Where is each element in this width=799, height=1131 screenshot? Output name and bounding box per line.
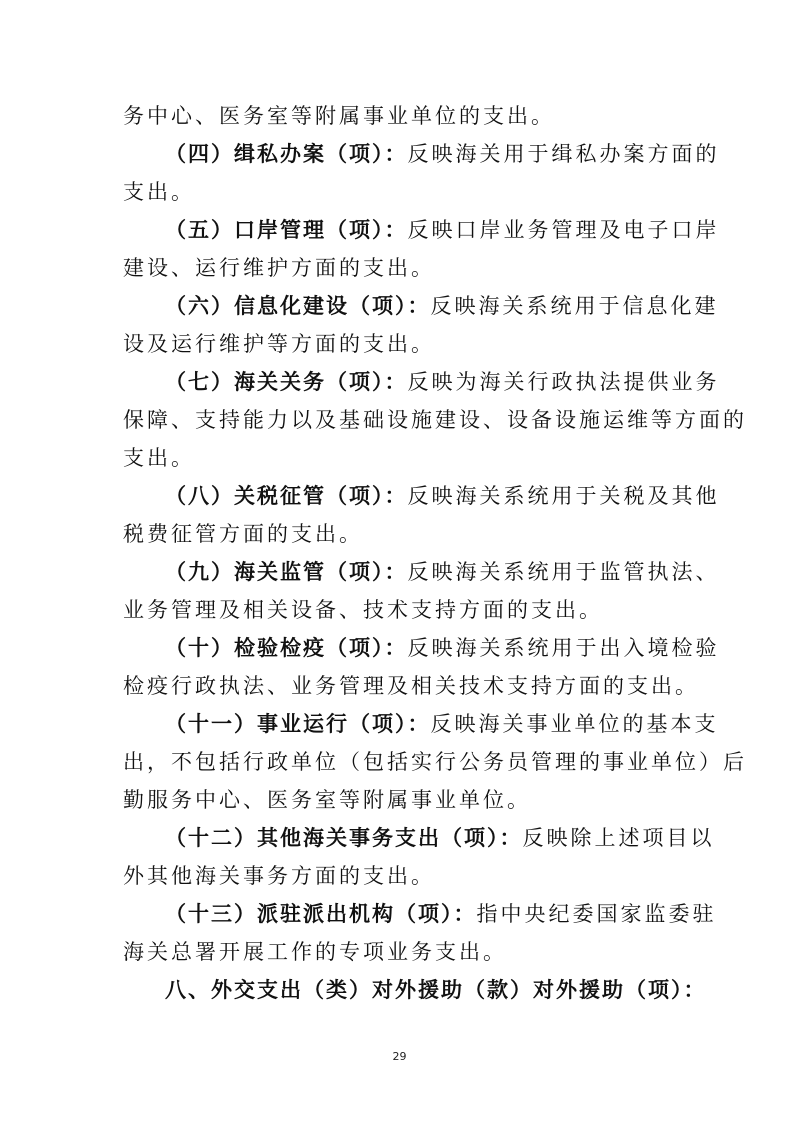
section-heading: （四）缉私办案（项）： xyxy=(165,142,408,166)
paragraph-first-line xyxy=(123,287,719,325)
section-heading: （五）口岸管理（项）： xyxy=(165,218,408,242)
paragraph-line: 出，不包括行政单位（包括实行公务员管理的事业单位）后 xyxy=(123,750,747,774)
paragraph-line: 支出。 xyxy=(123,446,195,470)
paragraph-line: 建设、运行维护方面的支出。 xyxy=(123,256,435,280)
section-heading: （八）关税征管（项）： xyxy=(165,484,408,508)
section-heading: （十二）其他海关事务支出（项）： xyxy=(165,826,523,850)
paragraph-line: 业务管理及相关设备、技术支持方面的支出。 xyxy=(123,598,603,622)
page-number: 29 xyxy=(392,1050,407,1063)
paragraph-first-line xyxy=(123,363,720,401)
paragraph-first-line xyxy=(123,819,715,857)
paragraph-line: 检疫行政执法、业务管理及相关技术支持方面的支出。 xyxy=(123,674,699,698)
document-body xyxy=(123,97,747,1009)
paragraph-text: 反映海关系统用于监管执法、 xyxy=(407,560,720,584)
paragraph-first-line xyxy=(123,553,720,591)
paragraph-text: 反映海关系统用于关税及其他 xyxy=(407,484,720,508)
paragraph-first-line xyxy=(123,629,720,667)
paragraph-line: 设及运行维护等方面的支出。 xyxy=(123,332,435,356)
paragraph-text: 反映口岸业务管理及电子口岸 xyxy=(407,218,720,242)
section-heading: （六）信息化建设（项）： xyxy=(165,294,431,318)
paragraph-text: 反映海关系统用于信息化建 xyxy=(430,294,719,318)
section-heading: （十）检验检疫（项）： xyxy=(165,636,408,660)
paragraph-text: 反映海关系统用于出入境检验 xyxy=(407,636,720,660)
section-heading: （九）海关监管（项）： xyxy=(165,560,408,584)
paragraph-line: 海关总署开展工作的专项业务支出。 xyxy=(123,940,507,964)
paragraph-line: 务中心、医务室等附属事业单位的支出。 xyxy=(123,104,555,128)
paragraph-line: 勤服务中心、医务室等附属事业单位。 xyxy=(123,788,531,812)
paragraph-first-line xyxy=(123,211,720,249)
paragraph-first-line xyxy=(123,971,707,1009)
section-heading: （十一）事业运行（项）： xyxy=(165,712,431,736)
paragraph-first-line xyxy=(123,135,720,173)
paragraph-text: 反映海关事业单位的基本支 xyxy=(430,712,719,736)
paragraph-text: 反映为海关行政执法提供业务 xyxy=(407,370,720,394)
section-heading: （七）海关关务（项）： xyxy=(165,370,408,394)
paragraph-first-line xyxy=(123,895,717,933)
section-heading: （十三）派驻派出机构（项）： xyxy=(165,902,477,926)
paragraph-line: 支出。 xyxy=(123,180,195,204)
paragraph-line: 保障、支持能力以及基础设施建设、设备设施运维等方面的 xyxy=(123,408,747,432)
paragraph-first-line xyxy=(123,705,719,743)
paragraph-line: 外其他海关事务方面的支出。 xyxy=(123,864,435,888)
chapter-heading: 八、外交支出（类）对外援助（款）对外援助（项）： xyxy=(165,978,707,1002)
paragraph-first-line xyxy=(123,477,720,515)
paragraph-text: 反映海关用于缉私办案方面的 xyxy=(407,142,720,166)
paragraph-line: 税费征管方面的支出。 xyxy=(123,522,363,546)
paragraph-text: 反映除上述项目以 xyxy=(522,826,715,850)
paragraph-text: 指中央纪委国家监委驻 xyxy=(476,902,717,926)
